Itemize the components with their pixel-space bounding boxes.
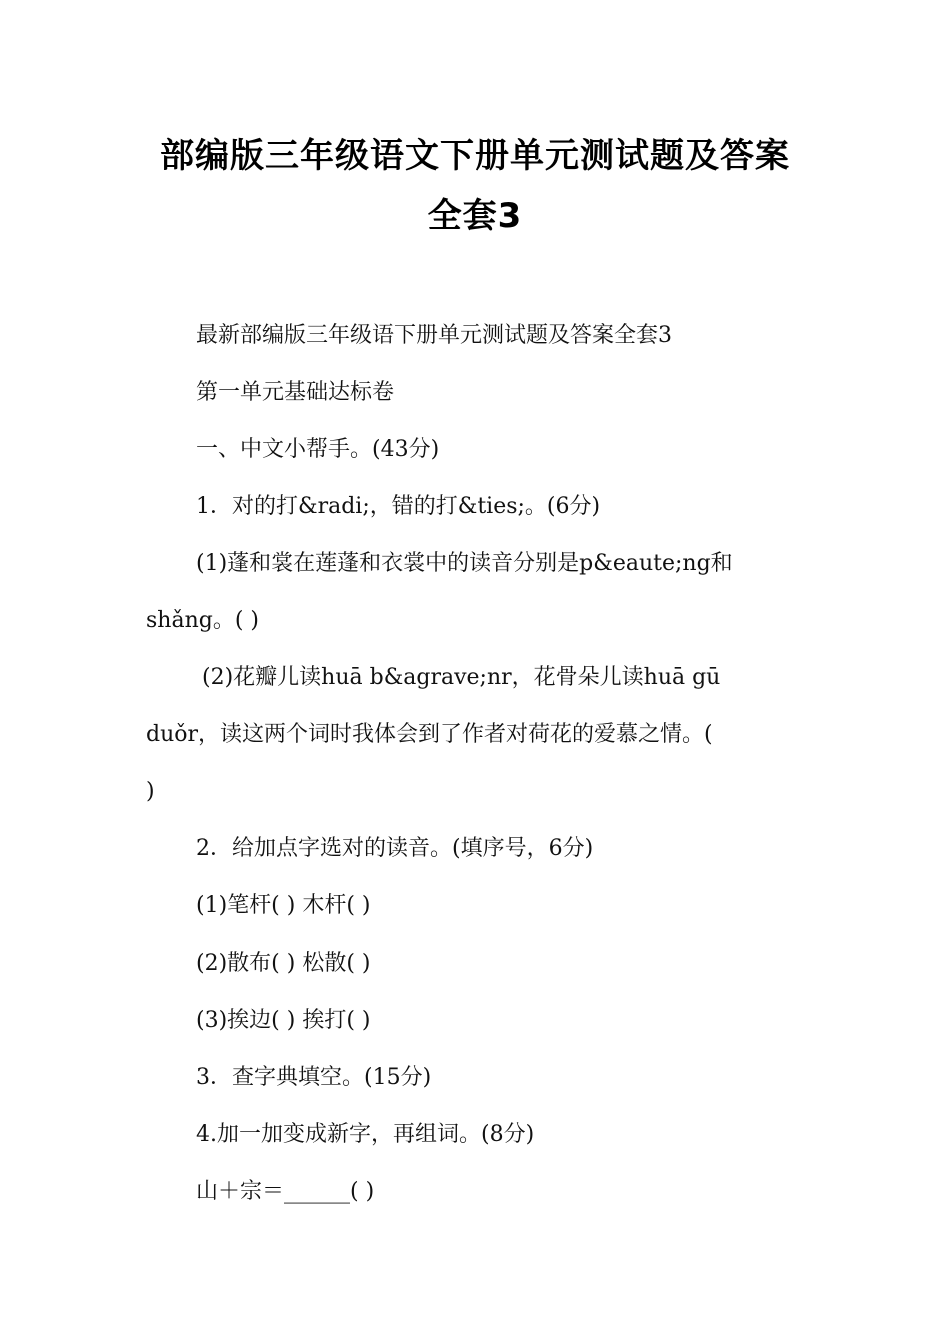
question-1: 1．对的打&radi;，错的打&ties;。(6分)	[196, 494, 601, 519]
subtitle: 最新部编版三年级语下册单元测试题及答案全套3	[196, 323, 672, 348]
question-2: 2．给加点字选对的读音。(填序号，6分)	[196, 836, 594, 861]
doc-title-line-2: 全套3	[427, 196, 523, 236]
question-4-item-1: 山＋宗＝______( )	[196, 1179, 375, 1204]
doc-title-line-1: 部编版三年级语文下册单元测试题及答案	[160, 136, 790, 176]
question-4: 4.加一加变成新字，再组词。(8分)	[196, 1122, 535, 1147]
unit-heading: 第一单元基础达标卷	[196, 380, 395, 405]
question-1-item-1: (1)蓬和裳在莲蓬和衣裳中的读音分别是p&eaute;ng和	[196, 551, 733, 576]
question-1-item-1-cont: shǎng。( )	[146, 608, 259, 633]
question-2-item-2: (2)散布( ) 松散( )	[196, 951, 371, 976]
section-heading: 一、中文小帮手。(43分)	[196, 437, 440, 462]
question-1-item-2-end: )	[146, 779, 155, 804]
question-2-item-1: (1)笔杆( ) 木杆( )	[196, 893, 371, 918]
question-2-item-3: (3)挨边( ) 挨打( )	[196, 1008, 371, 1033]
question-1-item-2: (2)花瓣儿读huā b&agrave;nr，花骨朵儿读huā gū	[202, 665, 721, 690]
question-3: 3．查字典填空。(15分)	[196, 1065, 432, 1090]
question-1-item-2-cont: duǒr，读这两个词时我体会到了作者对荷花的爱慕之情。(	[146, 722, 713, 747]
